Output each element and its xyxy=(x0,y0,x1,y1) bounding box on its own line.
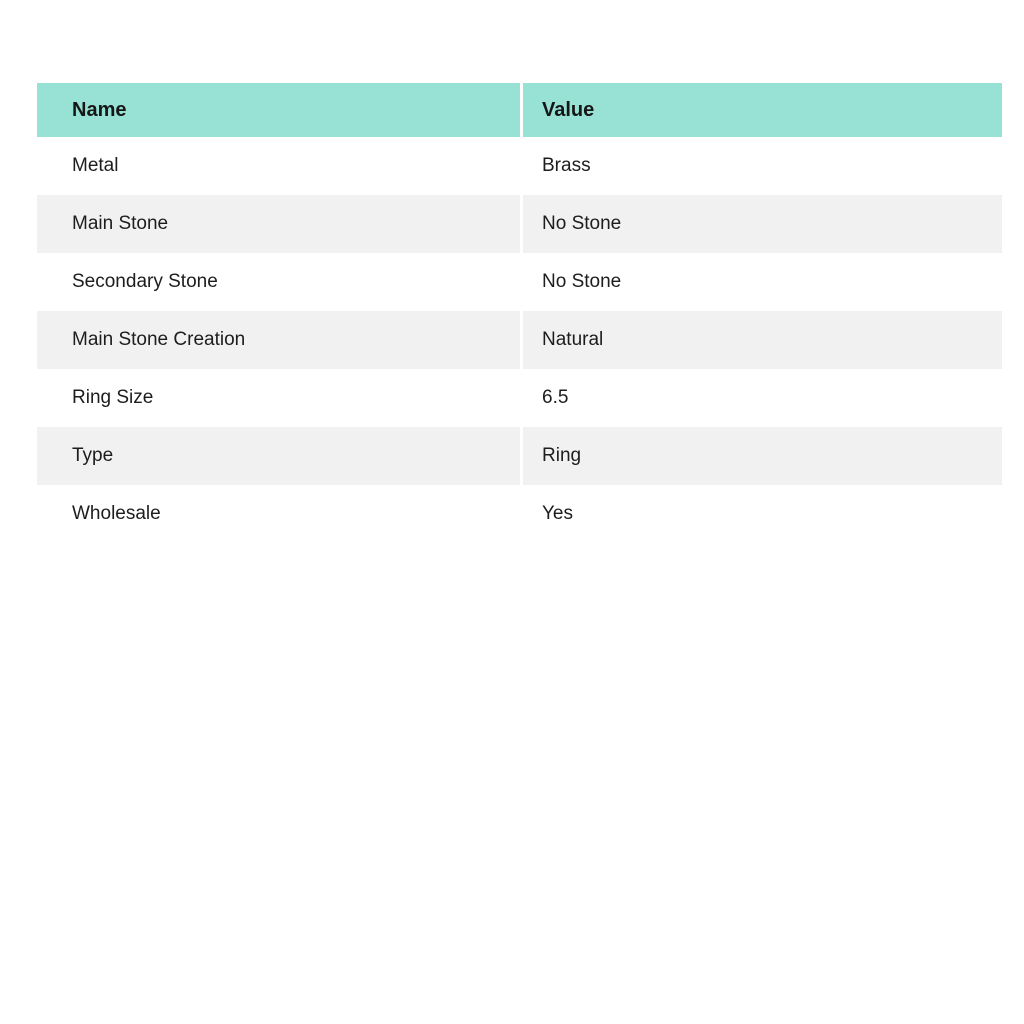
attribute-name-cell: Secondary Stone xyxy=(37,253,523,311)
table-row xyxy=(37,195,1002,253)
attribute-name-cell: Wholesale xyxy=(37,485,523,543)
attributes-table xyxy=(37,83,1002,543)
attribute-value-cell: Yes xyxy=(542,503,573,524)
header-cell-value: Value xyxy=(542,98,595,121)
table-row xyxy=(37,137,1002,195)
table-row xyxy=(37,369,1002,427)
header-cell-name: Name xyxy=(37,83,523,137)
table-row xyxy=(37,427,1002,485)
attribute-value-cell: No Stone xyxy=(542,213,622,234)
table-header-row xyxy=(37,83,1002,137)
attribute-value-cell: Ring xyxy=(542,445,582,466)
attribute-name-cell: Main Stone xyxy=(37,195,523,253)
attribute-value-cell: Brass xyxy=(542,155,591,176)
attribute-value-cell: No Stone xyxy=(542,271,622,292)
attribute-name-cell: Type xyxy=(37,427,523,485)
table-row xyxy=(37,485,1002,543)
table-row xyxy=(37,311,1002,369)
attribute-name-cell: Metal xyxy=(37,137,523,195)
attribute-name-cell: Ring Size xyxy=(37,369,523,427)
table-row xyxy=(37,253,1002,311)
attribute-value-cell: 6.5 xyxy=(542,387,569,408)
attribute-name-cell: Main Stone Creation xyxy=(37,311,523,369)
attribute-value-cell: Natural xyxy=(542,329,604,350)
